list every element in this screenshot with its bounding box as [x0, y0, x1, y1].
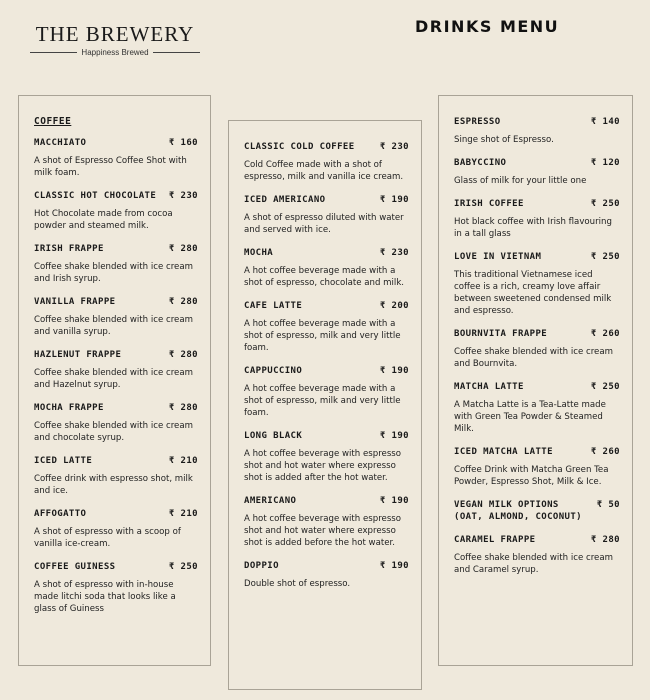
menu-item-header — [244, 194, 409, 206]
menu-item — [454, 534, 620, 576]
menu-item-name: BOURNVITA FRAPPE — [454, 329, 548, 339]
menu-item-name: ICED LATTE — [34, 456, 93, 466]
menu-item-price: ₹ 210 — [168, 509, 198, 519]
menu-item-name: IRISH COFFEE — [454, 199, 524, 209]
menu-item-price: ₹ 50 — [596, 500, 620, 510]
menu-item-price: ₹ 280 — [168, 403, 198, 413]
menu-item — [244, 560, 409, 590]
menu-column-3 — [438, 95, 633, 666]
menu-item-description: A shot of Espresso Coffee Shot with milk foam. — [34, 156, 187, 178]
menu-item-name: CAFE LATTE — [244, 301, 303, 311]
menu-item-price: ₹ 280 — [590, 535, 620, 545]
menu-item — [244, 300, 409, 354]
menu-item — [34, 402, 198, 444]
menu-item-description: A shot of espresso with in-house made litchi soda that looks like a glass of Guiness — [34, 580, 176, 614]
menu-item-description: Hot Chocolate made from cocoa powder and steamed milk. — [34, 209, 173, 231]
menu-item-description: A Matcha Latte is a Tea-Latte made with Green Tea Powder & Steamed Milk. — [454, 400, 606, 434]
menu-title: DRINKS MENU — [415, 17, 560, 36]
menu-item-price: ₹ 280 — [168, 244, 198, 254]
menu-item-price: ₹ 250 — [590, 382, 620, 392]
menu-item-price: ₹ 190 — [379, 561, 409, 571]
menu-item-price: ₹ 210 — [168, 456, 198, 466]
section-title-coffee: COFFEE — [34, 116, 72, 127]
menu-item — [244, 365, 409, 419]
menu-item-description: Coffee shake blended with ice cream and Bournvita. — [454, 347, 613, 369]
menu-item-name: VEGAN MILK OPTIONS (OAT, ALMOND, COCONUT) — [454, 500, 583, 522]
menu-item-name: AMERICANO — [244, 496, 297, 506]
menu-item-description: Coffee shake blended with ice cream and Hazelnut syrup. — [34, 368, 193, 390]
menu-item — [34, 561, 198, 615]
menu-column-1 — [18, 95, 211, 666]
menu-item-name: CARAMEL FRAPPE — [454, 535, 536, 545]
menu-item — [34, 455, 198, 497]
menu-item-header — [244, 560, 409, 572]
menu-item-header — [34, 137, 198, 149]
menu-item-name: CLASSIC COLD COFFEE — [244, 142, 355, 152]
menu-item-header — [454, 157, 620, 169]
divider — [153, 52, 200, 53]
menu-item-header — [244, 430, 409, 442]
brand-logo — [30, 22, 200, 57]
menu-item-description: Hot black coffee with Irish flavouring in a tall glass — [454, 217, 612, 239]
menu-item-name: DOPPIO — [244, 561, 279, 571]
menu-item-header — [244, 247, 409, 259]
menu-item-name: IRISH FRAPPE — [34, 244, 104, 254]
menu-item — [244, 495, 409, 549]
menu-item-price: ₹ 230 — [379, 248, 409, 258]
menu-item — [454, 328, 620, 370]
menu-item-price: ₹ 280 — [168, 297, 198, 307]
menu-item-price: ₹ 250 — [590, 199, 620, 209]
menu-item-description: A shot of espresso diluted with water and served with ice. — [244, 213, 404, 235]
menu-item-price: ₹ 140 — [590, 117, 620, 127]
menu-item-price: ₹ 250 — [590, 252, 620, 262]
menu-item-header — [34, 296, 198, 308]
menu-item-header — [454, 116, 620, 128]
menu-item-description: A hot coffee beverage with espresso shot and hot water where expresso shot is added after the hot water. — [244, 449, 402, 483]
menu-item — [34, 508, 198, 550]
menu-item-description: A hot coffee beverage made with a shot of espresso, milk and very little foam. — [244, 319, 401, 353]
menu-item-header — [244, 365, 409, 377]
menu-item-name: COFFEE GUINESS — [34, 562, 116, 572]
menu-item — [244, 247, 409, 289]
menu-item-price: ₹ 190 — [379, 431, 409, 441]
menu-item — [34, 137, 198, 179]
menu-item-price: ₹ 200 — [379, 301, 409, 311]
menu-item — [454, 381, 620, 435]
menu-item-header — [454, 534, 620, 546]
brand-tagline: Happiness Brewed — [81, 48, 149, 57]
menu-item-description: A shot of espresso with a scoop of vanilla ice-cream. — [34, 527, 181, 549]
menu-item — [34, 190, 198, 232]
divider — [30, 52, 77, 53]
menu-item-price: ₹ 190 — [379, 366, 409, 376]
menu-item-description: Coffee shake blended with ice cream and chocolate syrup. — [34, 421, 193, 443]
menu-item-header — [244, 495, 409, 507]
menu-item-header — [34, 243, 198, 255]
menu-item — [454, 499, 620, 523]
menu-item-price: ₹ 190 — [379, 496, 409, 506]
menu-item — [244, 141, 409, 183]
menu-item-description: A hot coffee beverage made with a shot of espresso, milk and very little foam. — [244, 384, 401, 418]
menu-item-description: A hot coffee beverage made with a shot of espresso, chocolate and milk. — [244, 266, 405, 288]
menu-item — [244, 194, 409, 236]
menu-item-description: Coffee drink with espresso shot, milk and ice. — [34, 474, 193, 496]
menu-item-name: ICED MATCHA LATTE — [454, 447, 553, 457]
menu-item-header — [244, 141, 409, 153]
menu-item-price: ₹ 260 — [590, 447, 620, 457]
menu-item-price: ₹ 280 — [168, 350, 198, 360]
menu-item-header — [34, 190, 198, 202]
menu-item-name: ICED AMERICANO — [244, 195, 326, 205]
menu-item-description: Double shot of espresso. — [244, 579, 351, 589]
menu-item-description: Coffee shake blended with ice cream and Caramel syrup. — [454, 553, 613, 575]
menu-item-name: LOVE IN VIETNAM — [454, 252, 542, 262]
menu-item-header — [454, 499, 620, 523]
menu-item-price: ₹ 230 — [379, 142, 409, 152]
menu-item — [244, 430, 409, 484]
menu-item — [454, 116, 620, 146]
menu-item-header — [454, 446, 620, 458]
menu-item-name: VANILLA FRAPPE — [34, 297, 116, 307]
menu-item-description: Glass of milk for your little one — [454, 176, 587, 186]
menu-item-name: MACCHIATO — [34, 138, 87, 148]
menu-item-list — [34, 137, 198, 615]
menu-item-name: AFFOGATTO — [34, 509, 87, 519]
menu-item-name: ESPRESSO — [454, 117, 501, 127]
menu-item-header — [244, 300, 409, 312]
menu-item-header — [454, 328, 620, 340]
menu-item-name: CLASSIC HOT CHOCOLATE — [34, 191, 157, 201]
menu-item-price: ₹ 120 — [590, 158, 620, 168]
menu-item-header — [454, 251, 620, 263]
menu-column-2 — [228, 120, 422, 690]
menu-item — [34, 243, 198, 285]
menu-item-name: HAZLENUT FRAPPE — [34, 350, 122, 360]
menu-item — [454, 157, 620, 187]
menu-item-name: BABYCCINO — [454, 158, 507, 168]
menu-item-header — [34, 561, 198, 573]
menu-item-price: ₹ 190 — [379, 195, 409, 205]
menu-item-description: Singe shot of Espresso. — [454, 135, 554, 145]
menu-item-description: This traditional Vietnamese iced coffee is a rich, creamy love affair between sweetened condensed milk and espresso. — [454, 270, 612, 316]
menu-item-header — [34, 402, 198, 414]
menu-item-name: MOCHA — [244, 248, 274, 258]
menu-item — [454, 198, 620, 240]
menu-item-description: Coffee shake blended with ice cream and vanilla syrup. — [34, 315, 193, 337]
menu-item-header — [454, 381, 620, 393]
menu-item-price: ₹ 260 — [590, 329, 620, 339]
menu-item-price: ₹ 230 — [168, 191, 198, 201]
menu-item — [34, 296, 198, 338]
menu-item-header — [34, 455, 198, 467]
brand-tagline-row — [30, 48, 200, 57]
menu-item-price: ₹ 250 — [168, 562, 198, 572]
menu-item-header — [34, 508, 198, 520]
menu-item-name: CAPPUCCINO — [244, 366, 303, 376]
menu-item-header — [34, 349, 198, 361]
menu-item — [454, 251, 620, 317]
menu-item-name: MOCHA FRAPPE — [34, 403, 104, 413]
menu-item-name: MATCHA LATTE — [454, 382, 524, 392]
menu-item-description: Coffee shake blended with ice cream and Irish syrup. — [34, 262, 193, 284]
menu-item-description: A hot coffee beverage with espresso shot and hot water where expresso shot is added before the hot water. — [244, 514, 402, 548]
menu-item-description: Cold Coffee made with a shot of espresso, milk and vanilla ice cream. — [244, 160, 404, 182]
menu-item-description: Coffee Drink with Matcha Green Tea Powder, Espresso Shot, Milk & Ice. — [454, 465, 609, 487]
menu-item-price: ₹ 160 — [168, 138, 198, 148]
menu-item-header — [454, 198, 620, 210]
menu-item-name: LONG BLACK — [244, 431, 303, 441]
brand-name: THE BREWERY — [35, 22, 195, 46]
menu-item-list — [244, 141, 409, 590]
menu-item — [34, 349, 198, 391]
menu-item — [454, 446, 620, 488]
menu-item-list — [454, 116, 620, 576]
